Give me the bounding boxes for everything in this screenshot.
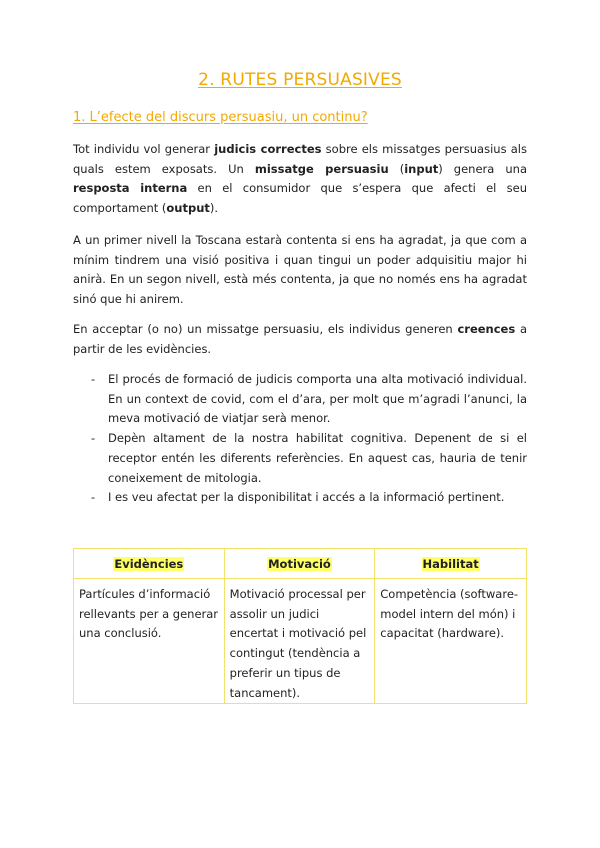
list-item xyxy=(73,370,527,429)
table-header-cell xyxy=(375,549,527,579)
paragraph-1-text: ). xyxy=(209,201,219,216)
header-motivacio: Motivació xyxy=(268,556,331,571)
header-habilitat: Habilitat xyxy=(422,556,479,571)
paragraph-1-bold: output xyxy=(166,201,210,216)
paragraph-1-text: sobre els missatges persuasius als quals estem exposats. Un xyxy=(73,142,527,176)
list-marker: - xyxy=(91,431,96,446)
subsection-heading: 1. L’efecte del discurs persuasiu, un continu? xyxy=(73,110,368,125)
list-item xyxy=(73,429,527,488)
table-header-row xyxy=(74,549,527,579)
paragraph-1-bold: resposta interna xyxy=(73,181,188,196)
paragraph-3-bold: creences xyxy=(457,322,516,336)
paragraph-1-bold: missatge persuasiu xyxy=(254,161,389,176)
comparison-table xyxy=(73,548,527,704)
table-cell: Competència (software-model intern del món) i capacitat (hardware). xyxy=(375,579,527,704)
paragraph-3-text: a partir de les evidències. xyxy=(73,322,527,356)
paragraph-1-text: ( xyxy=(388,161,405,176)
paragraph-1 xyxy=(73,140,527,219)
paragraph-2: A un primer nivell la Toscana estarà contenta si ens ha agradat, ja que com a mínim tindrem una visió positiva i quan tingui un poder adquisitiu major hi anirà. En un segon nivell, està més contenta, ja que no només ens ha agradat sinó que hi anirem. xyxy=(73,233,527,307)
list-marker: - xyxy=(91,372,96,386)
table-cell: Motivació processal per assolir un judici encertat i motivació pel contingut (tendència a preferir un tipus de tancament). xyxy=(224,579,375,704)
list-item-text: El procés de formació de judicis comporta una alta motivació individual. En un context de covid, com el d’ara, per molt que m’agradi l’anunci, la meva motivació de viatjar serà menor. xyxy=(108,372,527,426)
table-header-cell xyxy=(224,549,375,579)
bullet-list xyxy=(73,370,527,508)
paragraph-1-bold: input xyxy=(404,161,439,176)
list-item-text: I es veu afectat per la disponibilitat i accés a la informació pertinent. xyxy=(108,490,505,505)
section-heading: 2. RUTES PERSUASIVES xyxy=(198,70,402,90)
list-item xyxy=(73,488,527,508)
table-row xyxy=(74,579,527,704)
list-item-text: Depèn altament de la nostra habilitat cognitiva. Depenent de si el receptor entén les diferents referències. En aquest cas, hauria de tenir coneixement de mitologia. xyxy=(108,431,527,485)
paragraph-3-text: En acceptar (o no) un missatge persuasiu, els individus generen xyxy=(73,322,458,336)
paragraph-1-bold: judicis correctes xyxy=(214,142,322,156)
paragraph-1-text: en el consumidor que s’espera que afecti el seu comportament ( xyxy=(73,181,527,216)
paragraph-1-text: Tot individu vol generar xyxy=(73,142,215,156)
header-evidencies: Evidències xyxy=(114,556,184,571)
paragraph-3 xyxy=(73,320,527,359)
paragraph-1-text: ) genera una xyxy=(438,161,527,176)
table-header-cell xyxy=(74,549,225,579)
table-cell: Partícules d’informació rellevants per a generar una conclusió. xyxy=(74,579,225,704)
list-marker: - xyxy=(91,490,96,505)
